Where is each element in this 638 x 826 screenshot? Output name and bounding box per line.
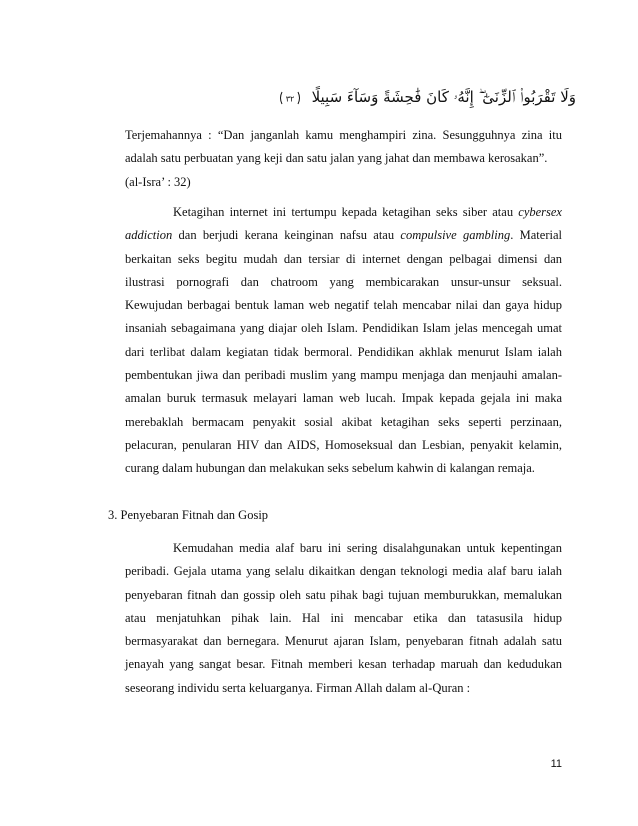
page-number: 11 <box>550 758 562 770</box>
body-paragraph-2 <box>125 537 562 700</box>
arabic-verse-text: وَلَا تَقْرَبُوا۟ ٱلزِّنَىٰٓ ۖ إِنَّهُۥ كَانَ فَٰحِشَةً وَسَآءَ سَبِيلًا <box>311 88 576 106</box>
body-paragraph-1 <box>125 201 562 481</box>
paragraph1-part3: . Material berkaitan seks begitu mudah dan tersiar di internet dengan pelbagai dimensi dan ilustrasi pornografi dan chatroom yang membicarakan unsur-unsur seksual. Kewujudan berbagai bentuk laman web negatif telah mencabar nilai dan gaya hidup insaniah sebagaimana yang diajar oleh Islam. Pendidikan Islam jelas mencegah umat dari terlibat dalam kegiatan tidak bermoral. Pendidikan akhlak menurut Islam ialah pembentukan jiwa dan peribadi muslim yang mampu menjaga dan menjauhi amalan-amalan buruk termasuk melayari laman web lucah. Impak kepada gejala ini maka merebaklah bermacam penyakit sosial akibat ketagihan seks seperti perzinaan, pelacuran, penularan HIV dan AIDS, Homoseksual dan Lesbian, penyakit kelamin, curang dalam hubungan dan melakukan seks sebelum kahwin di kalangan remaja. <box>125 228 562 476</box>
ayah-number: ٣٢ <box>285 94 295 103</box>
paragraph2-text: Kemudahan media alaf baru ini sering disalahgunakan untuk kepentingan peribadi. Gejala utama yang selalu dikaitkan dengan teknologi media alaf baru ialah penyebaran fitnah dan gossip oleh satu pihak bagi tujuan memburukkan, memalukan atau menjatuhkan pihak lain. Hal ini mencabar etika dan tatasusila hidup bermasyarakat dan bernegara. Menurut ajaran Islam, penyebaran fitnah adalah satu jenayah yang sangat besar. Fitnah memberi kesan terhadap maruah dan kedudukan seseorang individu serta keluarganya. Firman Allah dalam al-Quran : <box>125 541 562 695</box>
paragraph1-italic-term-2: compulsive gambling <box>400 228 511 243</box>
section-heading: 3. Penyebaran Fitnah dan Gosip <box>108 508 269 522</box>
translation-paragraph <box>125 124 562 194</box>
paragraph1-italic-term-1: cybersex addiction <box>125 205 562 243</box>
arabic-verse <box>285 86 576 108</box>
paragraph1-part2: dan berjudi kerana keinginan nafsu atau <box>172 228 401 243</box>
translation-citation: (al-Isra’ : 32) <box>125 174 191 189</box>
ayah-end-marker-icon <box>279 91 301 105</box>
translation-text: Terjemahannya : “Dan janganlah kamu menghampiri zina. Sesungguhnya zina itu adalah satu perbuatan yang keji dan satu jalan yang jahat dan membawa kerosakan”. <box>125 128 562 166</box>
paragraph1-part1: Ketagihan internet ini tertumpu kepada ketagihan seks siber atau <box>173 205 519 219</box>
